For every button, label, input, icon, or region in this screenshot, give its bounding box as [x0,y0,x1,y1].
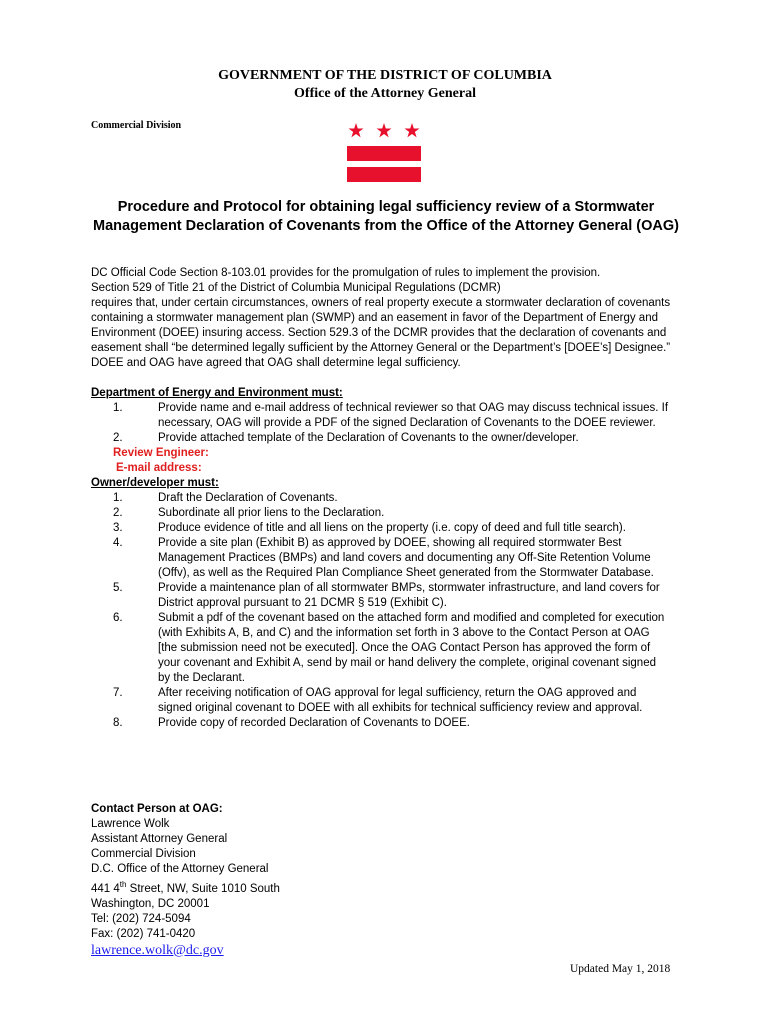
doee-heading: Department of Energy and Environment must: [91,387,343,399]
contact-tel: Tel: (202) 724-5094 [91,912,191,925]
government-title: GOVERNMENT OF THE DISTRICT OF COLUMBIA [218,68,552,83]
office-title: Office of the Attorney General [294,86,476,101]
list-item: 5. Provide a maintenance plan of all stormwater BMPs, stormwater infrastructure, and land covers for District approval pursuant to 21 DCMR § 519 (Exhibit C). [113,582,660,609]
document-body [91,266,671,731]
list-item: 8. Provide copy of recorded Declaration of Covenants to DOEE. [113,717,470,729]
list-item: 4. Provide a site plan (Exhibit B) as approved by DOEE, showing all required stormwater Best Management Practices (BMPs) and land covers and documenting any Off-Site Retention Volume (Offv), as well as the Required Plan Compliance Sheet generated from the Stormwater Database. [113,537,654,579]
document-header [0,67,770,103]
list-item: 2. Provide attached template of the Declaration of Covenants to the owner/developer. [113,432,579,444]
contact-block [91,802,671,960]
intro-paragraph: DC Official Code Section 8-103.01 provides for the promulgation of rules to implement the provision. [91,267,601,279]
updated-date: Updated May 1, 2018 [570,963,671,975]
owner-heading: Owner/developer must: [91,477,219,489]
contact-city: Washington, DC 20001 [91,897,210,910]
contact-name: Lawrence Wolk [91,818,170,830]
dc-flag-icon [347,121,421,185]
contact-email-link[interactable]: lawrence.wolk@dc.gov [91,942,224,958]
list-item: 1. Provide name and e-mail address of technical reviewer so that OAG may discuss technical issues. If necessary, OAG will provide a PDF of the signed Declaration of Covenants to the DOEE reviewer. [113,402,669,429]
division-label: Commercial Division [91,120,182,131]
contact-fax: Fax: (202) 741-0420 [91,927,196,940]
contact-role: Assistant Attorney General [91,833,228,845]
review-engineer-label: Review Engineer: [113,447,209,459]
list-item: 3. Produce evidence of title and all liens on the property (i.e. copy of deed and full title search). [113,522,626,534]
intro-paragraph: Section 529 of Title 21 of the District of Columbia Municipal Regulations (DCMR) [91,282,501,294]
intro-paragraph: requires that, under certain circumstances, owners of real property execute a stormwater declaration of covenants containing a stormwater management plan (SWMP) and an easement in favor of the Department of Energy and Environment (DOEE) insuring access. Section 529.3 of the DCMR provides that the declaration of covenants and easement shall “be determined legally sufficient by the Attorney General or the Department’s [DOEE’s] Designee.” [91,297,671,354]
list-item: 2. Subordinate all prior liens to the Declaration. [113,507,385,519]
document-title: Procedure and Protocol for obtaining legal sufficiency review of a Stormwater Management Declaration of Covenants from the Office of the Attorney General (OAG) [93,199,679,234]
email-address-label: E-mail address: [116,462,202,474]
owner-list [91,491,671,731]
contact-street: 441 4th Street, NW, Suite 1010 South [91,880,280,895]
contact-office: D.C. Office of the Attorney General [91,863,269,875]
intro-paragraph: DOEE and OAG have agreed that OAG shall determine legal sufficiency. [91,357,461,369]
doee-list [91,401,671,446]
contact-heading: Contact Person at OAG: [91,803,223,815]
contact-division: Commercial Division [91,848,196,860]
list-item: 1. Draft the Declaration of Covenants. [113,492,338,504]
list-item: 6. Submit a pdf of the covenant based on the attached form and modified and completed for execution (with Exhibits A, B, and C) and the information set forth in 3 above to the Contact Person at OAG [the submission need not be executed]. Once the OAG Contact Person has approved the form of your covenant and Exhibit A, send by mail or hand delivery the complete, original covenant signed by the Declarant. [113,612,665,684]
list-item: 7. After receiving notification of OAG approval for legal sufficiency, return the OAG approved and signed original covenant to DOEE with all exhibits for technical sufficiency review and approval. [113,687,643,714]
